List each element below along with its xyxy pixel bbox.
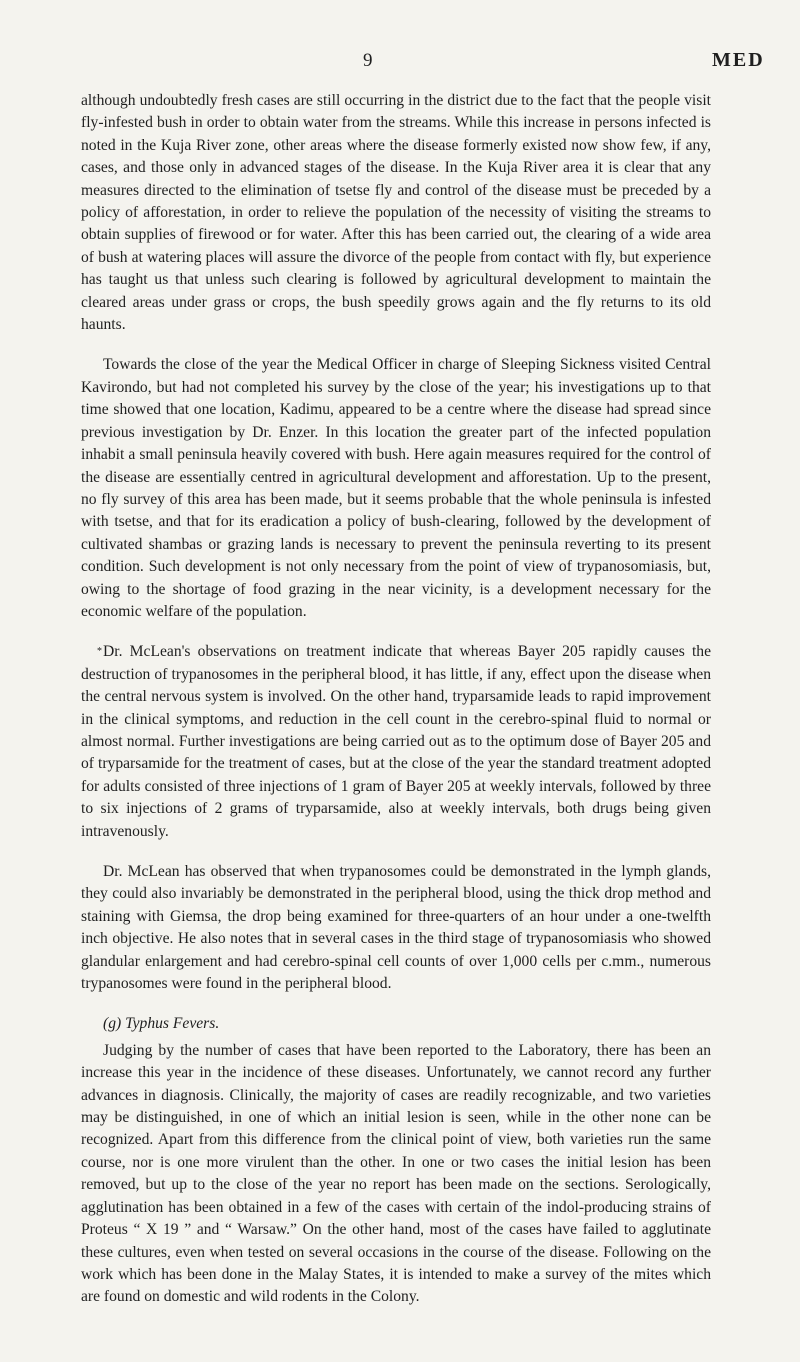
paragraph-treatment-text: Dr. McLean's observations on treatment indicate that whereas Bayer 205 rapidly causes the destruction of trypanosomes in the peripheral blood, it has little, if any, effect upon the disease when the central nervous system is involved. On the other hand, tryparsamide leads to rapid improvement in the clinical symptoms, and reduction in the cell count in the cerebro-spinal fluid to normal or almost normal. Further investigations are being carried out as to the optimum dose of Bayer 205 and of tryparsamide for the treatment of cases, but at the close of the year the standard treatment adopted for adults consisted of three injections of 1 gram of Bayer 205 at weekly intervals, followed by three to six injections of 2 grams of tryparsamide, also at weekly intervals, both drugs being given intravenously. xyxy=(81,643,711,840)
paragraph-lymph-glands: Dr. McLean has observed that when trypanosomes could be demonstrated in the lymph glands, they could also invariably be demonstrated in the peripheral blood, using the thick drop method and staining with Giemsa, the drop being examined for three-quarters of an hour under a one-twelfth inch objective. He also notes that in several cases in the third stage of trypanosomiasis who showed glandular enlargement and had cerebro-spinal cell counts of over 1,000 cells per c.mm., numerous trypanosomes were found in the peripheral blood. xyxy=(81,863,711,993)
paragraph-central-kavirondo: Towards the close of the year the Medical Officer in charge of Sleeping Sickness visited Central Kavirondo, but had not completed his survey by the close of the year; his investigations up to that time showed that one location, Kadimu, appeared to be a centre where the disease had spread since previous investigation by Dr. Enzer. In this location the greater part of the infected population inhabit a small peninsula heavily covered with bush. Here again measures required for the control of the disease are essentially centred in agricultural development and afforestation. Up to the present, no fly survey of this area has been made, but it seems probable that the whole peninsula is infested with tsetse, and that for its eradication a policy of bush-clearing, followed by the development of cultivated shambas or grazing lands is necessary to prevent the peninsula reverting to its present condition. Such development is not only necessary from the point of view of trypanosomiasis, but, owing to the shortage of food grazing in the near vicinity, is a development necessary for the economic welfare of the population. xyxy=(81,356,711,620)
page-number: 9 xyxy=(363,50,373,71)
section-title: Typhus Fevers. xyxy=(125,1015,220,1033)
paragraph-treatment xyxy=(81,641,711,843)
running-head: MED xyxy=(712,49,765,71)
body-text xyxy=(81,90,711,1327)
paragraph-typhus: Judging by the number of cases that have been reported to the Laboratory, there has been an increase this year in the incidence of these diseases. Unfortunately, we cannot record any further advances in diagnosis. Clinically, the majority of cases are readily recognizable, and two varieties may be distinguished, in one of which an initial lesion is seen, while in the other none can be recognized. Apart from this difference from the clinical point of view, both varieties run the same course, nor is one more virulent than the other. In one or two cases the initial lesion has been removed, but up to the close of the year no report has been made on the sections. Serologically, agglutination has been obtained in a few of the cases with certain of the indol-producing strains of Proteus “ X 19 ” and “ Warsaw.” On the other hand, most of the cases have failed to agglutinate these cultures, even when tested on several occasions in the course of the disease. Following on the work which has been done in the Malay States, it is intended to make a survey of the mites which are found on domestic and wild rodents in the Colony. xyxy=(81,1041,711,1306)
stray-mark: * xyxy=(97,646,102,658)
paragraph-kuja-river: although undoubtedly fresh cases are still occurring in the district due to the fact that the people visit fly-infested bush in order to obtain water from the streams. While this increase in persons infected is noted in the Kuja River zone, other areas where the disease formerly existed now show few, if any, cases, and those only in advanced stages of the disease. In the Kuja River area it is clear that any measures directed to the elimination of tsetse fly and control of the disease must be preceded by a policy of afforestation, in order to relieve the population of the necessity of visiting the streams to obtain supplies of firewood or for water. After this has been carried out, the clearing of a wide area of bush at watering places will assure the divorce of the people from contact with fly, but experience has taught us that unless such clearing is followed by agricultural development to maintain the cleared areas under grass or crops, the bush speedily grows again and the fly returns to its old haunts. xyxy=(81,92,711,334)
section-number: (g) xyxy=(103,1015,122,1033)
page-header xyxy=(0,50,800,80)
section-heading xyxy=(81,1013,711,1035)
